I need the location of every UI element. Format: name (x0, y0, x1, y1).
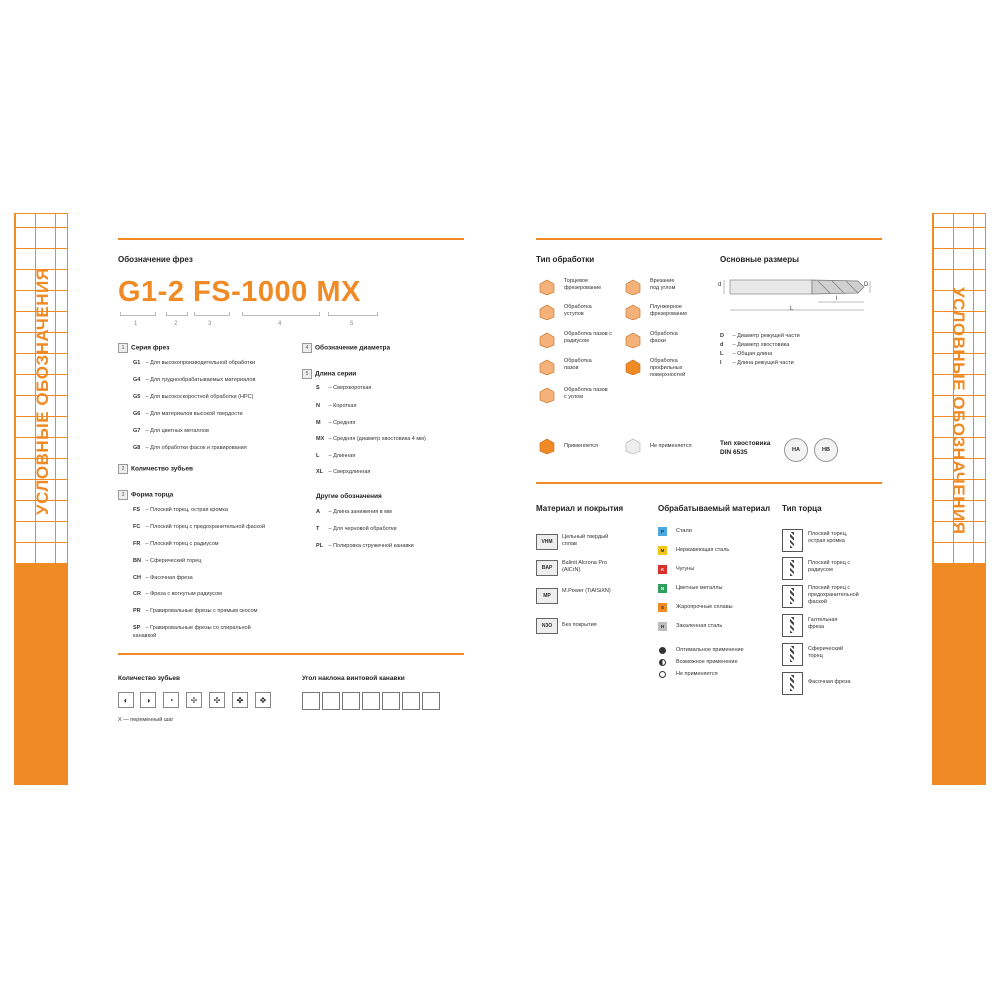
s5-row: M – Средняя (316, 420, 356, 426)
not-applies-icon (624, 437, 641, 454)
s3-row: CH – Фасочная фреза (133, 575, 193, 581)
teeth-icon: ✢ (186, 692, 202, 708)
legend-label: Оптимальное применение (676, 647, 744, 653)
dim-label-L: L (790, 306, 794, 312)
code-part-1: 1 (134, 321, 138, 327)
s3-row: FS – Плоский торец, острая кромка (133, 507, 228, 513)
tool-dimensions-drawing (718, 272, 880, 320)
endtype-label: Фасочная фреза (808, 679, 851, 685)
workmat-title: Обрабатываемый материал (658, 504, 771, 513)
dim-row: D – Диаметр режущей части (720, 333, 800, 339)
other-row: T – Для черновой обработки (316, 526, 397, 532)
shank-title: Тип хвостовика (720, 440, 771, 447)
material-code: N3O (536, 618, 558, 634)
processing-label: Врезание под углом (650, 278, 676, 291)
teeth-icon: ✣ (209, 692, 225, 708)
s3-row: CR – Фреза с вогнутым радиусом (133, 591, 222, 597)
teeth-title: Количество зубьев (118, 675, 180, 682)
s1-row: G7 – Для цветных металлов (133, 428, 209, 434)
processing-label: Обработка фаски (650, 331, 678, 344)
dim-row: l – Длина режущей части (720, 360, 794, 366)
applies-label: Применяется (564, 443, 599, 449)
helix-icon (402, 692, 420, 710)
code-part-4: 4 (278, 321, 282, 327)
dims-title: Основные размеры (720, 255, 799, 264)
profile-icon (624, 358, 641, 375)
teeth-note: X — переменный шаг (118, 717, 174, 723)
s3-row: FR – Плоский торец с радиусом (133, 541, 219, 547)
material-title: Материал и покрытия (536, 504, 624, 513)
applies-icon (538, 437, 555, 454)
right-side-title: УСЛОВНЫЕ ОБОЗНАЧЕНИЯ (949, 287, 968, 535)
other-row: PL – Полировка стружечной канавки (316, 543, 414, 549)
left-mid-rule (118, 653, 464, 655)
end-type-icon (782, 643, 803, 666)
legend-label: Возможное применение (676, 659, 738, 665)
s5-row: MX – Средняя (диаметр хвостовика 4 мм) (316, 436, 426, 442)
section-4-title: 4 Обозначение диаметра (302, 343, 390, 353)
endtype-label: Плоский торец с предохранительной фаской (808, 585, 859, 605)
workmat-code: K (658, 565, 667, 574)
dim-row: L – Общая длина (720, 351, 773, 357)
helix-icon (382, 692, 400, 710)
helix-icon (302, 692, 320, 710)
endtype-label: Сферический торец (808, 646, 843, 659)
end-type-icon (782, 614, 803, 637)
processing-label: Торцевое фрезерование (564, 278, 602, 291)
teeth-icon: ◐ (118, 692, 134, 708)
end-type-icon (782, 529, 803, 552)
end-type-icon (782, 557, 803, 580)
plunge-icon (624, 303, 641, 320)
angle-slot-icon (538, 386, 555, 403)
helix-icon (322, 692, 340, 710)
s5-row: L – Длинная (316, 453, 356, 459)
helix-icon (422, 692, 440, 710)
section-5-title: 5 Длина серии (302, 369, 356, 379)
endtype-label: Плоский торец, острая кромка (808, 531, 848, 544)
workmat-code: N (658, 584, 667, 593)
workmat-label: Жаропрочные сплавы (676, 604, 733, 610)
s1-row: G4 – Для труднообрабатываемых материалов (133, 377, 256, 383)
material-code: MP (536, 588, 558, 604)
processing-label: Обработка пазов с радиусом (564, 331, 612, 344)
s3-row: BN – Сферический торец (133, 558, 202, 564)
workmat-label: Нержавеющая сталь (676, 547, 730, 553)
s1-row: G6 – Для материалов высокой твердости (133, 411, 243, 417)
processing-label: Обработка профильных поверхностей (650, 358, 686, 378)
left-side-title: УСЛОВНЫЕ ОБОЗНАЧЕНИЯ (33, 267, 52, 515)
material-label: Цельный твердый сплав (562, 534, 609, 547)
s1-row: G1 – Для высокопроизводительной обработки (133, 360, 256, 366)
dim-label-l: l (836, 296, 838, 302)
endtype-label: Плоский торец с радиусом (808, 560, 851, 573)
section-1-title: 1 Серия фрез (118, 343, 169, 353)
helix-icon (342, 692, 360, 710)
section-2-title: 2 Количество зубьев (118, 464, 193, 474)
section-3-title: 3 Форма торца (118, 490, 173, 500)
workmat-code: P (658, 527, 667, 536)
workmat-label: Закаленная сталь (676, 623, 723, 629)
processing-label: Обработка пазов с углом (564, 387, 608, 400)
teeth-icon: ✤ (232, 692, 248, 708)
left-top-rule (118, 238, 464, 240)
helix-title: Угол наклона винтовой канавки (302, 675, 405, 682)
s3-row: SP – Гравировальные фрезы со спиральной канавкой (133, 625, 251, 639)
shank-std: DIN 6535 (720, 449, 748, 456)
dim-label-D: D (864, 282, 869, 288)
material-code: VHM (536, 534, 558, 550)
end-type-icon (782, 672, 803, 695)
other-row: A – Длина занижения в мм (316, 509, 392, 515)
chamfer-icon (624, 331, 641, 348)
right-mid-rule (536, 482, 882, 484)
s5-row: N – Короткая (316, 403, 357, 409)
endtype-title: Тип торца (782, 504, 822, 513)
s1-row: G8 – Для обработки фасок и гравирования (133, 445, 247, 451)
workmat-label: Чугуны (676, 566, 695, 572)
shoulder-icon (538, 303, 555, 320)
possible-circle-icon (659, 659, 666, 666)
dim-label-d: d (718, 282, 722, 288)
ramping-icon (624, 278, 641, 295)
legend-label: Не применяется (676, 671, 718, 677)
helix-icon (362, 692, 380, 710)
endtype-label: Галтельная фреза (808, 617, 838, 630)
material-label: Без покрытия (562, 622, 597, 628)
left-heading: Обозначение фрез (118, 255, 193, 264)
material-code: BAP (536, 560, 558, 576)
workmat-code: M (658, 546, 667, 555)
code-part-5: 5 (350, 321, 354, 327)
teeth-icon: ✥ (255, 692, 271, 708)
code-part-3: 3 (208, 321, 212, 327)
material-label: M.Power (TiAlSiXN) (562, 588, 611, 594)
shank-ha-badge: HA (784, 438, 808, 462)
processing-label: Обработка пазов (564, 358, 592, 371)
end-type-icon (782, 585, 803, 608)
s3-row: FC – Плоский торец с предохранительной фаской (133, 524, 266, 530)
right-top-rule (536, 238, 882, 240)
not-used-circle-icon (659, 671, 666, 678)
shank-hb-badge: HB (814, 438, 838, 462)
mill-code: G1-2 FS-1000 MX (118, 276, 361, 308)
processing-label: Плунжерное фрезерование (650, 304, 688, 317)
teeth-icon: ◑ (140, 692, 156, 708)
other-title: Другие обозначения (316, 493, 382, 500)
not-applies-label: Не применяется (650, 443, 692, 449)
radius-slot-icon (538, 331, 555, 348)
code-part-2: 2 (174, 321, 178, 327)
face-milling-icon (538, 278, 555, 295)
s5-row: S – Сверхкороткая (316, 385, 372, 391)
s1-row: G5 – Для высокоскоростной обработки (HPC) (133, 394, 254, 400)
s5-row: XL – Сверхдлинная (316, 469, 371, 475)
material-label: Balinit Alcrona Pro (AlCrN) (562, 560, 607, 573)
processing-label: Обработка уступов (564, 304, 592, 317)
workmat-label: Стали (676, 528, 692, 534)
workmat-label: Цветные металлы (676, 585, 723, 591)
teeth-icon: ◔ (163, 692, 179, 708)
workmat-code: H (658, 622, 667, 631)
s3-row: PR – Гравировальные фрезы с прямым скосом (133, 608, 258, 614)
dim-row: d – Диаметр хвостовика (720, 342, 790, 348)
workmat-code: S (658, 603, 667, 612)
slot-icon (538, 358, 555, 375)
optimal-circle-icon (659, 647, 666, 654)
processing-title: Тип обработки (536, 255, 595, 264)
